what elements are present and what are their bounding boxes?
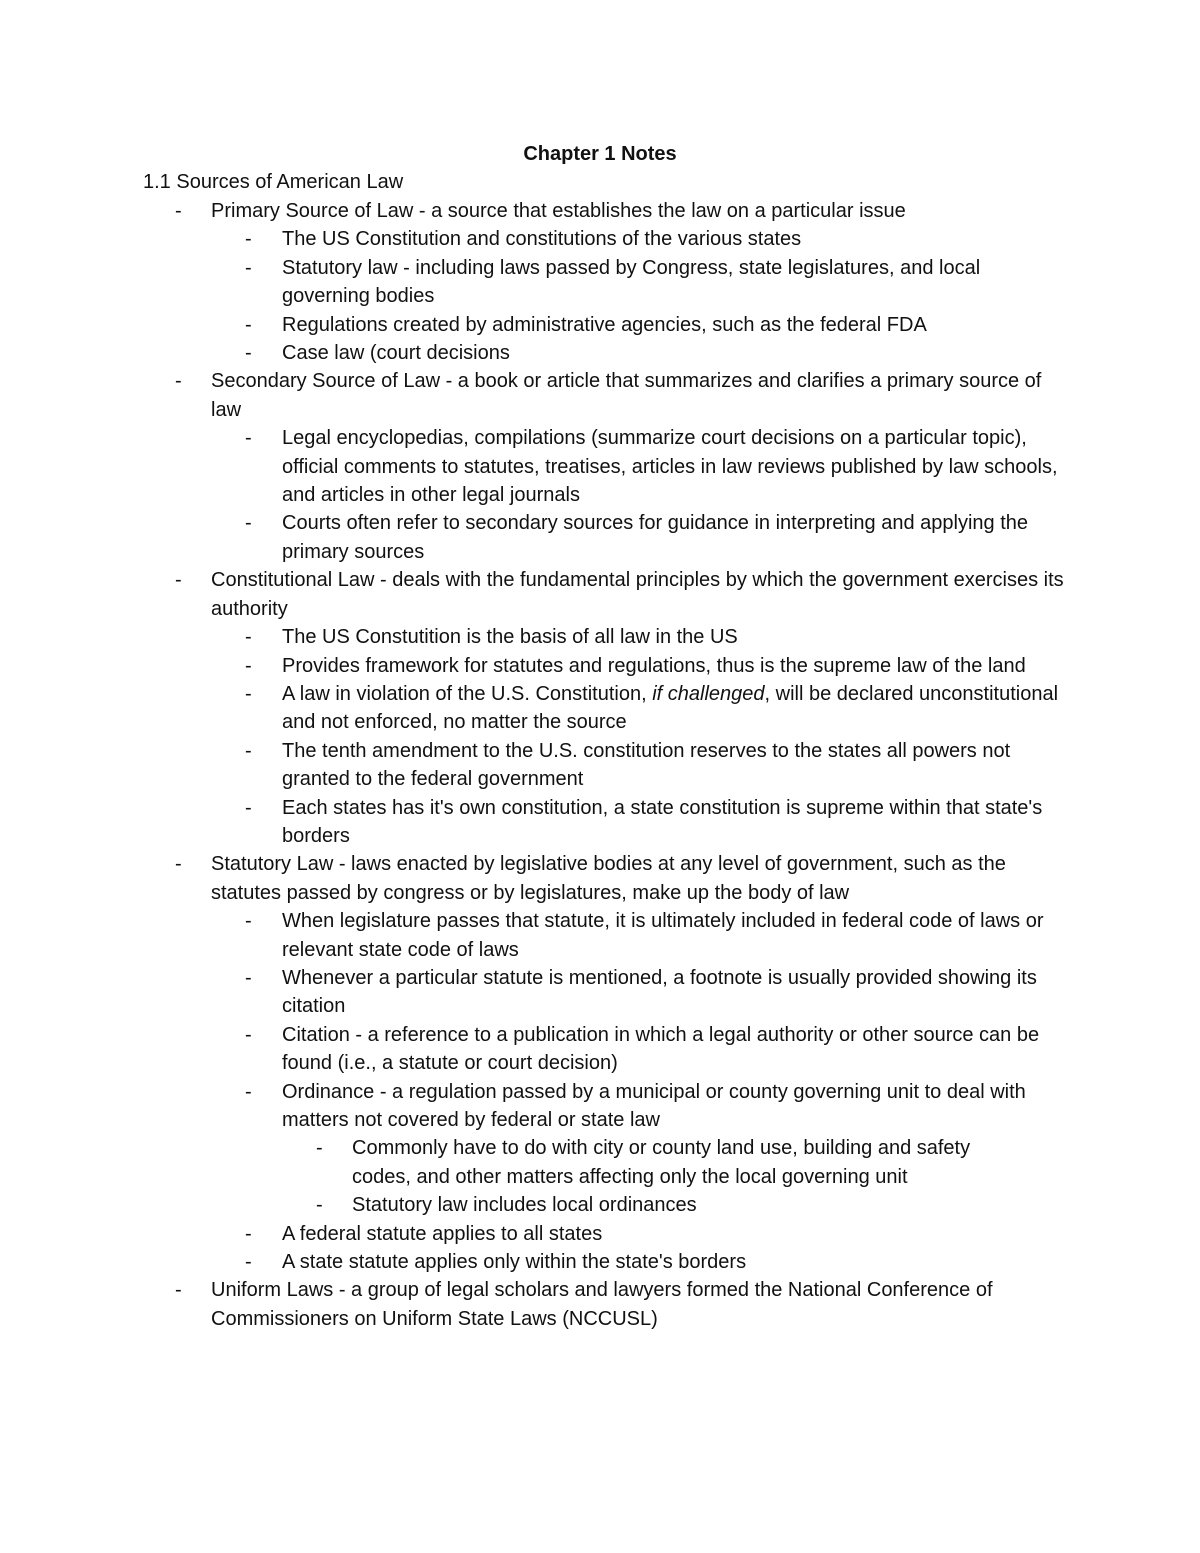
bullet-dash: - bbox=[245, 910, 252, 933]
item-text: Secondary Source of Law - a book or article that summarizes and clarifies a primary source of law bbox=[211, 370, 1042, 421]
item-text: Statutory Law - laws enacted by legislative bodies at any level of government, such as the statutes passed by congress or by legislatures, make up the body of law bbox=[211, 853, 1006, 904]
bullet-dash: - bbox=[245, 796, 252, 819]
outline-item-state-statute bbox=[0, 1248, 1200, 1276]
outline-item-framework bbox=[0, 652, 1200, 680]
bullet-dash: - bbox=[245, 1023, 252, 1046]
bullet-dash: - bbox=[175, 370, 182, 393]
bullet-dash: - bbox=[316, 1137, 323, 1160]
bullet-dash: - bbox=[175, 1279, 182, 1302]
item-text: Uniform Laws - a group of legal scholars and lawyers formed the National Conference of Commissioners on Uniform State Laws (NCCUSL) bbox=[211, 1279, 993, 1330]
item-text: Provides framework for statutes and regulations, thus is the supreme law of the land bbox=[282, 654, 1026, 677]
outline-item-tenth-amendment bbox=[0, 737, 1200, 794]
item-text: Constitutional Law - deals with the fundamental principles by which the government exercises its authority bbox=[211, 569, 1064, 620]
bullet-dash: - bbox=[245, 256, 252, 279]
item-text: The US Constutition is the basis of all law in the US bbox=[282, 626, 738, 649]
outline-item-courts-refer bbox=[0, 509, 1200, 566]
outline-item-state-constitution bbox=[0, 794, 1200, 851]
bullet-dash: - bbox=[175, 200, 182, 222]
bullet-dash: - bbox=[245, 313, 252, 336]
bullet-dash: - bbox=[316, 1194, 323, 1217]
item-text: Statutory law includes local ordinances bbox=[352, 1194, 697, 1217]
bullet-dash: - bbox=[245, 966, 252, 989]
item-text: The US Constitution and constitutions of the various states bbox=[282, 228, 802, 251]
item-text: Statutory law - including laws passed by Congress, state legislatures, and local governing bodies bbox=[282, 256, 981, 308]
item-text: Legal encyclopedias, compilations (summarize court decisions on a particular topic), official comments to statutes, treatises, articles in law reviews published by law schools, and articles in other legal journals bbox=[282, 427, 1058, 507]
outline-item-secondary-source-of-law bbox=[0, 367, 1200, 424]
bullet-dash: - bbox=[245, 739, 252, 762]
outline-item-primary-source-of-law bbox=[0, 197, 1200, 225]
bullet-dash: - bbox=[245, 1251, 252, 1274]
notes-outline bbox=[0, 197, 1200, 1333]
bullet-dash: - bbox=[245, 1222, 252, 1245]
outline-item-legislature-passes bbox=[0, 907, 1200, 964]
item-text bbox=[282, 680, 1060, 737]
bullet-dash: - bbox=[175, 853, 182, 876]
outline-item-statutory-law bbox=[0, 254, 1200, 311]
section-heading: 1.1 Sources of American Law bbox=[143, 171, 404, 193]
item-text-after: , will be declared unconstitutional and not enforced, no matter the source bbox=[282, 682, 1059, 734]
outline-item-us-constitution bbox=[0, 225, 1200, 253]
outline-item-land-use bbox=[0, 1134, 1200, 1191]
bullet-dash: - bbox=[245, 1080, 252, 1103]
item-text: Citation - a reference to a publication in which a legal authority or other source can be found (i.e., a statute or court decision) bbox=[282, 1023, 1040, 1075]
bullet-dash: - bbox=[245, 626, 252, 649]
item-text: The tenth amendment to the U.S. constitution reserves to the states all powers not granted to the federal government bbox=[282, 739, 1011, 791]
item-text: Case law (court decisions bbox=[282, 342, 510, 365]
outline-item-local-ordinances bbox=[0, 1191, 1200, 1219]
outline-item-ordinance bbox=[0, 1078, 1200, 1135]
outline-item-case-law bbox=[0, 339, 1200, 367]
outline-item-legal-encyclopedias bbox=[0, 424, 1200, 509]
bullet-dash: - bbox=[245, 228, 252, 251]
outline-item-regulations bbox=[0, 311, 1200, 339]
outline-item-citation bbox=[0, 1021, 1200, 1078]
page-title: Chapter 1 Notes bbox=[523, 143, 677, 165]
bullet-dash: - bbox=[245, 654, 252, 677]
outline-item-federal-statute bbox=[0, 1220, 1200, 1248]
item-text: Commonly have to do with city or county land use, building and safety codes, and other matters affecting only the local governing unit bbox=[352, 1137, 971, 1188]
item-text: A state statute applies only within the state's borders bbox=[282, 1251, 747, 1274]
outline-item-uniform-laws bbox=[0, 1276, 1200, 1333]
item-text: Courts often refer to secondary sources for guidance in interpreting and applying the primary sources bbox=[282, 512, 1028, 563]
bullet-dash: - bbox=[245, 342, 252, 365]
item-text-italic: if challenged bbox=[652, 682, 765, 705]
bullet-dash: - bbox=[175, 569, 182, 592]
item-text: Each states has it's own constitution, a state constitution is supreme within that state's borders bbox=[282, 796, 1043, 847]
item-text-before: A law in violation of the U.S. Constitution, bbox=[282, 682, 653, 705]
item-text: When legislature passes that statute, it is ultimately included in federal code of laws or relevant state code of laws bbox=[282, 910, 1044, 961]
outline-item-constitution-basis bbox=[0, 623, 1200, 651]
outline-item-constitutional-law bbox=[0, 566, 1200, 623]
outline-item-statutory-law-section bbox=[0, 850, 1200, 907]
item-text: Whenever a particular statute is mentioned, a footnote is usually provided showing its citation bbox=[282, 966, 1037, 1018]
item-text: Ordinance - a regulation passed by a municipal or county governing unit to deal with matters not covered by federal or state law bbox=[282, 1080, 1026, 1131]
outline-item-footnote bbox=[0, 964, 1200, 1021]
item-text: A federal statute applies to all states bbox=[282, 1222, 603, 1245]
bullet-dash: - bbox=[245, 427, 252, 450]
bullet-dash: - bbox=[245, 512, 252, 535]
bullet-dash: - bbox=[245, 682, 252, 705]
item-text: Regulations created by administrative agencies, such as the federal FDA bbox=[282, 313, 927, 336]
outline-item-violation bbox=[0, 680, 1200, 737]
item-text: Primary Source of Law - a source that establishes the law on a particular issue bbox=[211, 200, 906, 222]
